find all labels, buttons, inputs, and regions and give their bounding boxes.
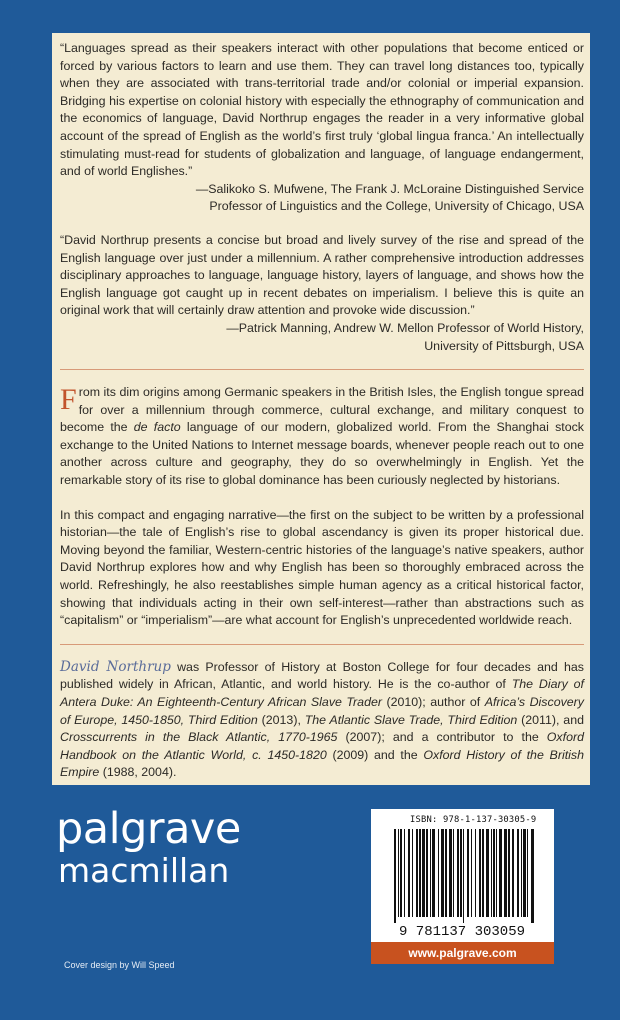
barcode-bar bbox=[432, 829, 435, 917]
author-signature: David Northrup bbox=[60, 658, 171, 675]
barcode-bar bbox=[475, 829, 476, 917]
review-quote-2: “David Northrup presents a concise but broad and lively survey of the rise and spread of the English language over just under a millennium. A rather comprehensive introduction addresses disciplinary approaches to language, language history, layers of language, and shows how the English language got caught up in recent debates on imperialism. I believe this is quite an original work that will certainly draw attention and provoke wide discussion.” bbox=[60, 232, 584, 318]
barcode-bar bbox=[491, 829, 492, 917]
divider bbox=[60, 369, 584, 370]
barcode-bar bbox=[479, 829, 481, 917]
barcode-bar bbox=[445, 829, 447, 917]
barcode-bar bbox=[394, 829, 396, 923]
description-paragraph-1: From its dim origins among Germanic speakers in the British Isles, the English tongue spread for over a millennium through commerce, cultural exchange, and military conquest to become the de facto language of our modern, globalized world. From the Shanghai stock exchange to the United Nations to Internet message boards, whenever people reach out to one another across culture and geography, they do so overwhelmingly in English. Yet the remarkable story of its rise to global dominance has been curiously neglected by historians. bbox=[60, 383, 584, 488]
barcode-bar bbox=[508, 829, 510, 917]
back-cover-text-panel bbox=[52, 33, 590, 785]
barcode-bar bbox=[438, 829, 439, 917]
barcode-bar bbox=[467, 829, 469, 917]
barcode-bar bbox=[471, 829, 472, 917]
barcode-bar bbox=[412, 829, 413, 917]
barcode-bar bbox=[512, 829, 514, 917]
barcode-bar bbox=[493, 829, 495, 917]
barcode-bar bbox=[517, 829, 519, 917]
barcode-bar bbox=[460, 829, 462, 917]
barcode-bar bbox=[496, 829, 497, 917]
barcode-bar bbox=[453, 829, 454, 917]
barcode-box bbox=[371, 809, 554, 942]
review-quote-1: “Languages spread as their speakers interact with other populations that become enticed or forced by various factors to learn and use them. They can travel long distances too, typically when they are associated with trans-territorial trade and/or colonial or imperial expansion. Bridging his expertise on colonial history with especially the ethnography of communication and the economics of language, David Northrup engages the reader in a very informative global account of the spread of English as the world’s first truly ‘global lingua franca.’ An intellectually stimulating must-read for students of globalization and language, of language endangerment, and of world Englishes.” bbox=[60, 41, 584, 179]
barcode-bar bbox=[441, 829, 444, 917]
barcode-bar bbox=[430, 829, 431, 917]
publisher-logo-line1: palgrave bbox=[56, 804, 241, 854]
review-attribution-2-line1: —Patrick Manning, Andrew W. Mellon Professor of World History, bbox=[226, 320, 584, 335]
barcode-bar bbox=[463, 829, 464, 923]
barcode-bar bbox=[457, 829, 459, 917]
review-attribution-2-line2: University of Pittsburgh, USA bbox=[424, 338, 584, 353]
barcode-digits: 9 781137 303059 bbox=[398, 924, 526, 939]
barcode-bar bbox=[404, 829, 405, 917]
barcode-bar bbox=[400, 829, 402, 917]
barcode-bar bbox=[408, 829, 410, 917]
barcode-bar bbox=[449, 829, 452, 917]
review-attribution-1-line2: Professor of Linguistics and the College, University of Chicago, USA bbox=[209, 199, 584, 214]
barcode-bar bbox=[523, 829, 526, 917]
drop-cap: F bbox=[60, 383, 77, 417]
description-paragraph-2: In this compact and engaging narrative—the first on the subject to be written by a professional historian—the tale of English’s rise to global ascendancy is given its proper historical due. Moving beyond the familiar, Western-centric histories of the language’s native speakers, author David Northrup explores how and why English has been so thoroughly embraced across the world. Refreshingly, he also reestablishes simple human agency as a critical historical factor, showing that individuals acting in their own self-interest—rather than abstractions such as “capitalism” or “imperialism”—are what account for English’s unprecedented worldwide reach. bbox=[60, 507, 584, 628]
barcode-bar bbox=[531, 829, 534, 923]
barcode-image bbox=[380, 829, 545, 939]
publisher-logo-line2: macmillan bbox=[58, 851, 230, 890]
cover-design-credit: Cover design by Will Speed bbox=[64, 960, 175, 970]
barcode-bar bbox=[521, 829, 522, 917]
review-attribution-1-line1: —Salikoko S. Mufwene, The Frank J. McLoraine Distinguished Service bbox=[195, 181, 584, 196]
barcode-bar bbox=[499, 829, 502, 917]
barcode-bar bbox=[482, 829, 484, 917]
publisher-logo bbox=[56, 806, 241, 890]
barcode-bar bbox=[398, 829, 399, 917]
barcode-bar bbox=[419, 829, 421, 917]
isbn-label: ISBN: 978-1-137-30305-9 bbox=[410, 815, 537, 825]
barcode-bar bbox=[426, 829, 428, 917]
barcode-bar bbox=[416, 829, 418, 917]
author-bio: David Northrup was Professor of History at Boston College for four decades and has published widely in African, Atlantic, and world history. He is the co-author of The Diary of Antera Duke: An Eighteenth-Century African Slave Trader (2010); author of Africa’s Discovery of Europe, 1450-1850, Third Edition (2013), The Atlantic Slave Trade, Third Edition (2011), and Crosscurrents in the Black Atlantic, 1770-1965 (2007); and a contributor to the Oxford Handbook on the Atlantic World, c. 1450-1820 (2009) and the Oxford History of the British Empire (1988, 2004). bbox=[60, 658, 584, 780]
barcode-bar bbox=[486, 829, 489, 917]
barcode-bar bbox=[504, 829, 507, 917]
divider bbox=[60, 644, 584, 645]
publisher-website[interactable]: www.palgrave.com bbox=[371, 942, 554, 964]
barcode-bar bbox=[527, 829, 528, 917]
barcode-bar bbox=[422, 829, 425, 917]
